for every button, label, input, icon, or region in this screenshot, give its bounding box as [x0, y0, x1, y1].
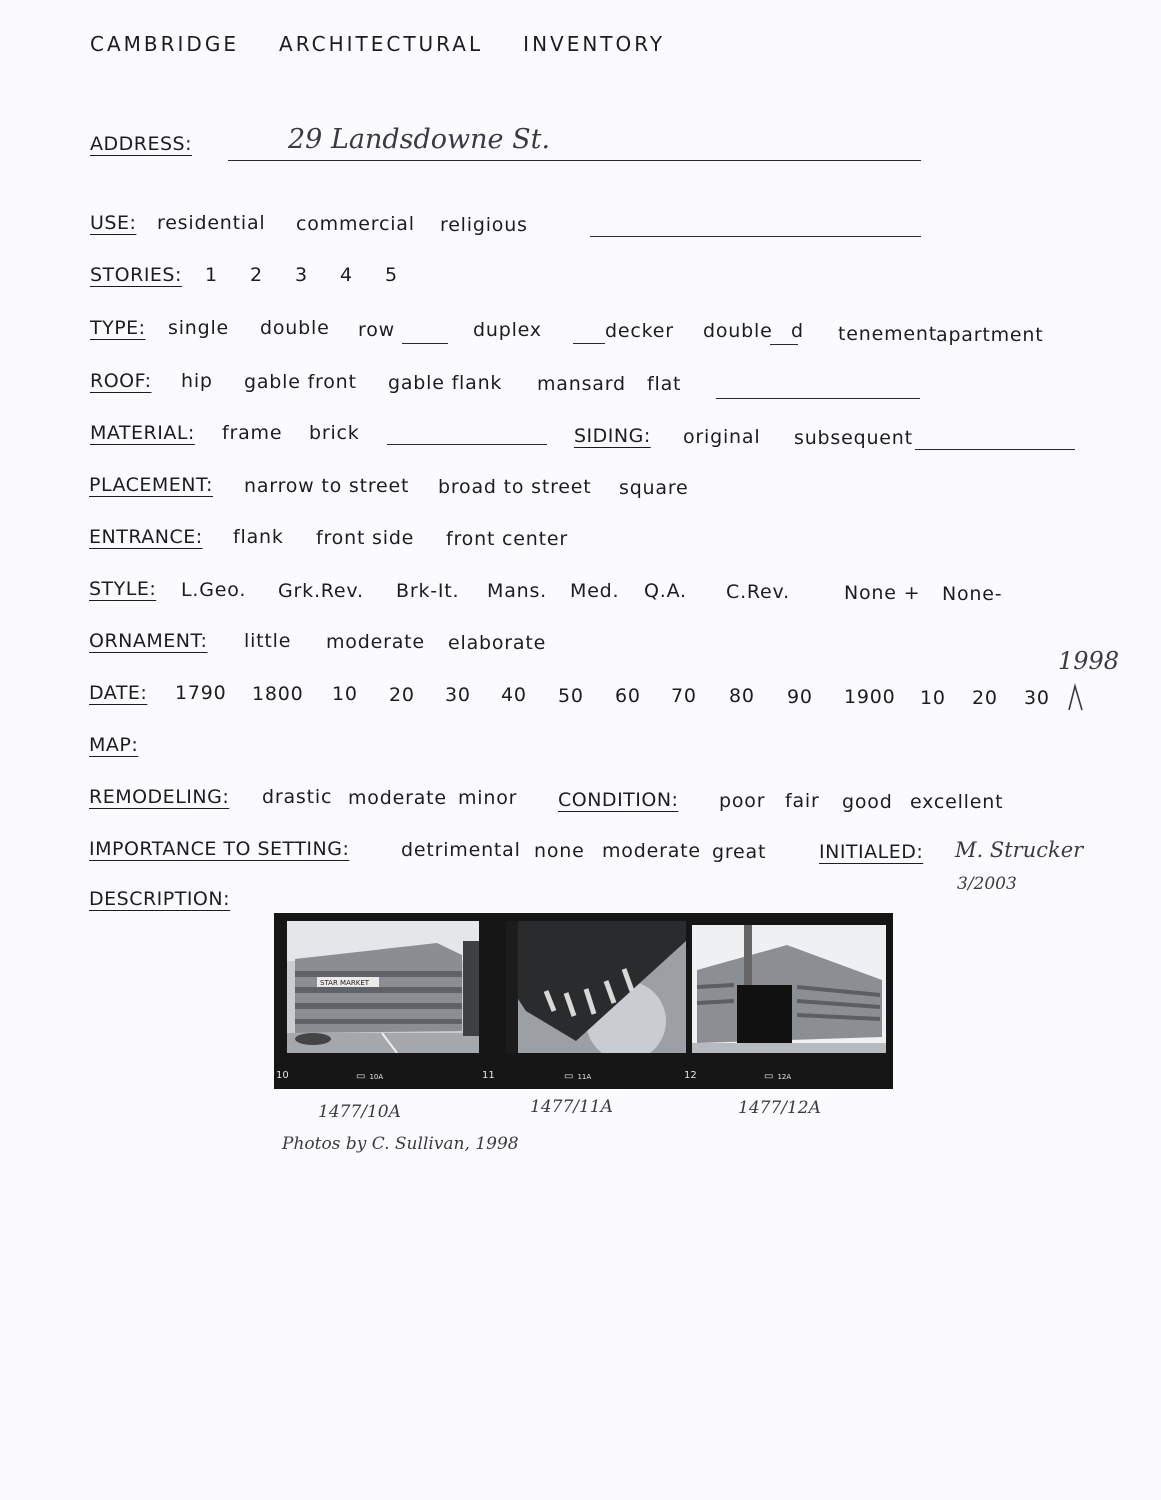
roof-option-gable-flank: gable flank — [388, 372, 503, 394]
date-option: 70 — [671, 685, 697, 707]
placement-option-square: square — [619, 477, 689, 499]
use-other-line — [590, 236, 921, 237]
date-option: 30 — [445, 684, 471, 706]
frame-number-10: 10 — [276, 1070, 289, 1081]
form-header: CAMBRIDGE ARCHITECTURAL INVENTORY — [90, 32, 666, 56]
initialed-date: 3/2003 — [957, 874, 1017, 894]
roof-option-hip: hip — [181, 370, 213, 392]
date-option: 10 — [920, 687, 946, 709]
date-option: 90 — [787, 686, 813, 708]
remodeling-label: REMODELING: — [89, 786, 230, 808]
remodeling-option-drastic: drastic — [262, 786, 333, 808]
remodeling-option-moderate: moderate — [348, 787, 447, 809]
stories-label: STORIES: — [90, 264, 182, 286]
type-option-double: double — [260, 317, 330, 339]
frame-mark-11a: ▭ 11A — [564, 1071, 592, 1082]
entrance-option-front-side: front side — [316, 527, 415, 549]
type-row-line — [402, 343, 448, 344]
use-option-commercial: commercial — [296, 213, 415, 235]
star-market-sign: STAR MARKET — [320, 979, 370, 987]
material-option-brick: brick — [309, 422, 360, 444]
entrance-label: ENTRANCE: — [89, 526, 203, 548]
date-option: 20 — [389, 684, 415, 706]
date-option: 40 — [501, 684, 527, 706]
initialed-signature: M. Strucker — [955, 838, 1084, 862]
photo-frame-10 — [287, 921, 479, 1053]
date-option: 60 — [615, 685, 641, 707]
material-other-line — [387, 444, 547, 445]
style-option: None- — [942, 583, 1003, 605]
material-label: MATERIAL: — [90, 422, 195, 444]
style-label: STYLE: — [89, 578, 157, 600]
ornament-option-elaborate: elaborate — [448, 632, 547, 654]
placement-option-narrow: narrow to street — [244, 475, 410, 497]
photo-credit: Photos by C. Sullivan, 1998 — [282, 1134, 519, 1154]
map-label: MAP: — [89, 734, 139, 756]
type-option-tenement: tenement — [838, 323, 937, 345]
type-option-row: row — [358, 319, 395, 341]
frame-mark-11a-text: 11A — [577, 1073, 592, 1081]
style-option: Q.A. — [644, 580, 687, 602]
photo-frame-11 — [506, 921, 686, 1053]
style-option: L.Geo. — [181, 579, 247, 601]
placement-option-broad: broad to street — [438, 476, 592, 498]
date-option: 10 — [332, 683, 358, 705]
importance-option-detrimental: detrimental — [401, 839, 521, 861]
frame-number-12: 12 — [684, 1070, 697, 1081]
type-option-decker: decker — [605, 320, 674, 342]
entrance-option-front-center: front center — [446, 528, 568, 550]
address-line — [228, 160, 921, 161]
photo-caption-10a: 1477/10A — [318, 1102, 401, 1122]
importance-option-moderate: moderate — [602, 840, 701, 862]
frame-mark-12a-text: 12A — [777, 1073, 792, 1081]
condition-label: CONDITION: — [558, 789, 679, 811]
use-option-residential: residential — [157, 212, 266, 234]
caret-mark — [1066, 682, 1086, 712]
stories-option: 1 — [205, 264, 218, 286]
frame-number-11: 11 — [482, 1070, 495, 1081]
style-option: None + — [844, 582, 921, 604]
roof-option-gable-front: gable front — [244, 371, 357, 393]
ornament-option-little: little — [244, 630, 292, 652]
style-option: C.Rev. — [726, 581, 790, 603]
condition-option-excellent: excellent — [910, 791, 1004, 813]
roof-label: ROOF: — [90, 370, 152, 392]
photo-contact-strip — [274, 913, 893, 1089]
type-double-d-line — [770, 344, 798, 345]
siding-label: SIDING: — [574, 425, 651, 447]
stories-option: 4 — [340, 264, 353, 286]
date-handwritten: 1998 — [1058, 647, 1120, 675]
remodeling-option-minor: minor — [458, 787, 518, 809]
material-option-frame: frame — [222, 422, 283, 444]
photo-caption-12a: 1477/12A — [738, 1098, 821, 1118]
date-label: DATE: — [89, 682, 148, 704]
importance-option-great: great — [712, 841, 767, 863]
importance-option-none: none — [534, 840, 585, 862]
condition-option-good: good — [842, 791, 893, 813]
placement-label: PLACEMENT: — [89, 474, 213, 496]
style-option: Med. — [570, 580, 620, 602]
initialed-label: INITIALED: — [819, 841, 924, 863]
use-option-religious: religious — [440, 214, 528, 236]
siding-option-subsequent: subsequent — [794, 427, 913, 449]
date-option: 50 — [558, 685, 584, 707]
type-label: TYPE: — [90, 317, 146, 339]
date-option: 80 — [729, 685, 755, 707]
stories-option: 5 — [385, 264, 398, 286]
photo-frame-12 — [692, 925, 886, 1053]
style-option: Brk-It. — [396, 580, 460, 602]
frame-mark-10a-text: 10A — [369, 1073, 384, 1081]
style-option: Mans. — [487, 580, 548, 602]
siding-other-line — [915, 449, 1075, 450]
description-label: DESCRIPTION: — [89, 888, 231, 910]
condition-option-poor: poor — [719, 790, 766, 812]
type-option-apartment: apartment — [936, 324, 1044, 346]
date-option: 20 — [972, 687, 998, 709]
ornament-option-moderate: moderate — [326, 631, 425, 653]
type-decker-line — [573, 343, 605, 344]
date-option: 1900 — [844, 686, 896, 708]
type-option-single: single — [168, 317, 230, 339]
date-option: 1790 — [175, 682, 227, 704]
roof-other-line — [716, 398, 920, 399]
date-option: 1800 — [252, 683, 304, 705]
address-value: 29 Landsdowne St. — [288, 124, 551, 155]
ornament-label: ORNAMENT: — [89, 630, 208, 652]
date-option: 30 — [1024, 687, 1050, 709]
frame-mark-10a: ▭ 10A — [356, 1071, 384, 1082]
style-option: Grk.Rev. — [278, 580, 364, 602]
stories-option: 2 — [250, 264, 263, 286]
type-option-double-decker: double — [703, 320, 773, 342]
use-label: USE: — [90, 212, 137, 234]
frame-mark-12a: ▭ 12A — [764, 1071, 792, 1082]
type-option-duplex: duplex — [473, 319, 542, 341]
siding-option-original: original — [683, 426, 761, 448]
type-option-d: d — [791, 320, 804, 342]
entrance-option-flank: flank — [233, 526, 284, 548]
importance-label: IMPORTANCE TO SETTING: — [89, 838, 350, 860]
roof-option-mansard: mansard — [537, 373, 626, 395]
condition-option-fair: fair — [785, 790, 820, 812]
stories-option: 3 — [295, 264, 308, 286]
roof-option-flat: flat — [647, 373, 682, 395]
photo-caption-11a: 1477/11A — [530, 1097, 613, 1117]
address-label: ADDRESS: — [90, 133, 192, 155]
